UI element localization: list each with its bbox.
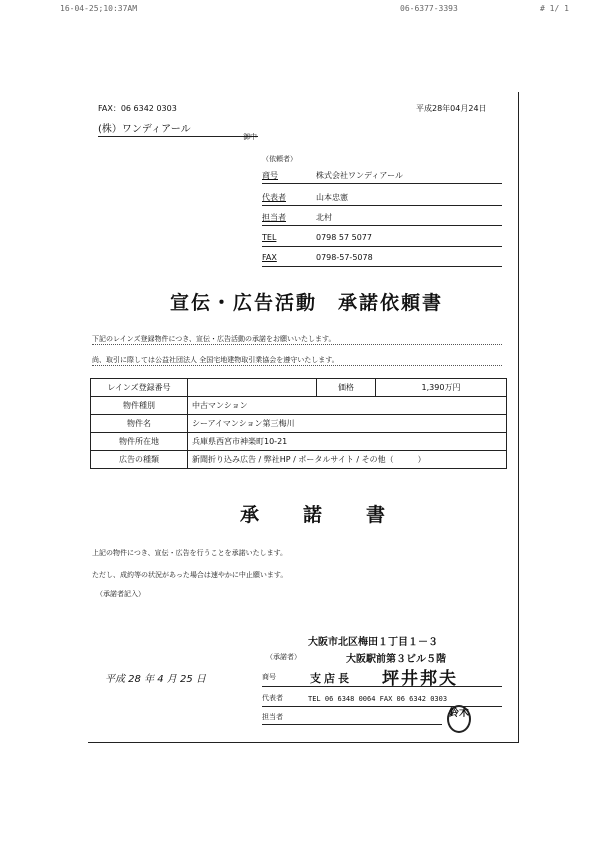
approver-address-label: 商号 (262, 673, 276, 681)
reins-number-label: レインズ登録番号 (91, 379, 188, 397)
recipient-fax: FAX：06 6342 0303 (98, 104, 177, 113)
seal-stamp: 鈴木 (447, 705, 471, 733)
recipient-suffix: 御中 (243, 133, 257, 141)
body-line: 尚、取引に際しては公益社団法人 全国宅地建物取引業協会を遵守いたします。 (92, 355, 502, 366)
property-key: 広告の種類 (91, 451, 188, 469)
property-value: 新聞折り込み広告 / 弊社HP / ポータルサイト / その他（ ） (188, 451, 507, 469)
table-row (91, 451, 507, 469)
approval-date: 平成 28 年 4 月 25 日 (105, 674, 206, 685)
approver-role-label: （承諾者） (266, 653, 301, 661)
approver-rep-row (262, 690, 502, 707)
sender-row-tel (262, 230, 502, 247)
sender-key: 商号 (262, 171, 278, 180)
table-row (91, 415, 507, 433)
sender-value: 0798-57-5078 (316, 253, 373, 262)
fax-timestamp: 16-04-25;10:37AM (60, 4, 138, 13)
approval-note: （承諾者記入） (96, 590, 145, 598)
price-label: 価格 (317, 379, 376, 397)
approver-person-row (262, 710, 442, 725)
approver-rep-label: 代表者 (262, 694, 283, 702)
property-value: シーアイマンション第三梅川 (188, 415, 507, 433)
sender-section-label: （依頼者） (262, 155, 297, 163)
approver-contact: TEL 06 6348 0064 FAX 06 6342 0303 (308, 695, 448, 703)
approval-title: 承 諾 書 (240, 504, 388, 526)
sender-row-fax (262, 250, 502, 267)
sender-key: TEL (262, 233, 277, 242)
sender-key: 担当者 (262, 213, 286, 222)
approver-name: 坪井邦夫 (382, 669, 458, 689)
sender-value: 山本忠憲 (316, 193, 348, 202)
body-line: 下記のレインズ登録物件につき、宣伝・広告活動の承諾をお願いいたします。 (92, 334, 502, 345)
sender-value: 株式会社ワンディアール (316, 171, 403, 180)
approval-line: 上記の物件につき、宣伝・広告を行うことを承諾いたします。 (92, 549, 288, 557)
sender-value: 北村 (316, 213, 332, 222)
approver-address-line2: 大阪駅前第３ビル５階 (346, 654, 446, 665)
fax-sender-number: 06-6377-3393 (400, 4, 458, 13)
sender-key: FAX (262, 253, 277, 262)
reins-number-value (188, 379, 317, 397)
approver-address-line1: 大阪市北区梅田１丁目１－３ (308, 637, 438, 648)
sender-value: 0798 57 5077 (316, 233, 372, 242)
approval-line: ただし、成約等の状況があった場合は速やかに中止願います。 (92, 571, 288, 579)
table-row (91, 433, 507, 451)
recipient-company: (株）ワンディアール (98, 124, 191, 135)
sender-row-contact-person (262, 209, 502, 226)
approver-company-row (262, 668, 502, 687)
approver-position: 支店長 (310, 672, 352, 685)
sender-key: 代表者 (262, 193, 286, 202)
recipient-name (98, 120, 258, 137)
document-date: 平成28年04月24日 (416, 104, 487, 113)
property-value: 兵庫県西宮市神楽町10-21 (188, 433, 507, 451)
property-value: 中古マンション (188, 397, 507, 415)
property-key: 物件所在地 (91, 433, 188, 451)
property-table (90, 378, 507, 469)
approver-person-label: 担当者 (262, 713, 283, 721)
sender-row-representative (262, 189, 502, 206)
table-row (91, 397, 507, 415)
fax-page-count: # 1/ 1 (540, 4, 569, 13)
table-row (91, 379, 507, 397)
document-title: 宣伝・広告活動 承諾依頼書 (170, 292, 444, 314)
property-key: 物件種別 (91, 397, 188, 415)
sender-row-company (262, 167, 502, 184)
property-key: 物件名 (91, 415, 188, 433)
price-value: 1,390万円 (376, 379, 507, 397)
